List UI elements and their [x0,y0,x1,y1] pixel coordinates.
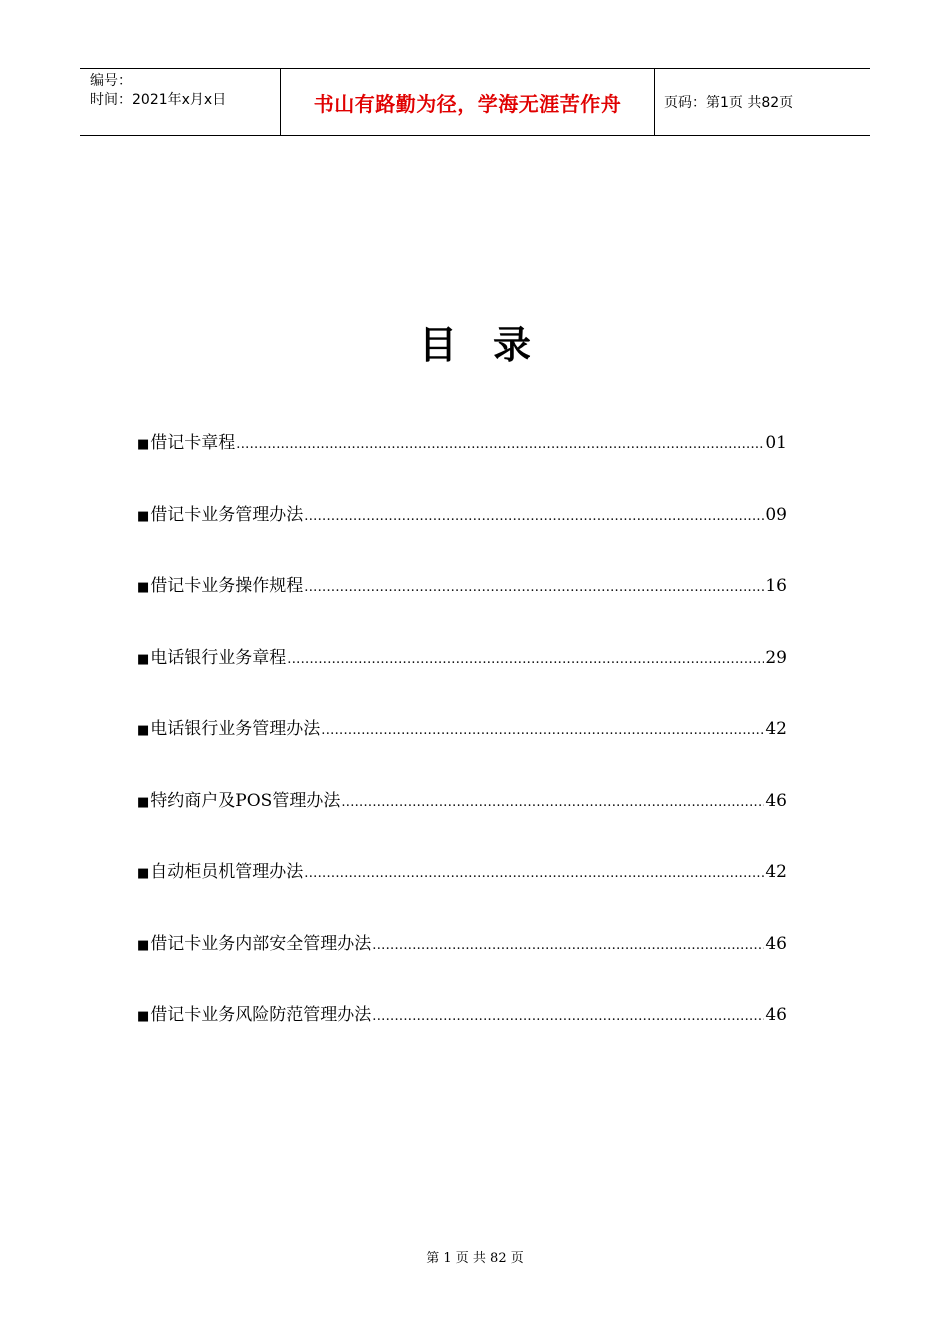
square-bullet-icon: ■ [137,1009,150,1024]
toc-entry-page: 46 [765,933,787,954]
toc-entry-label: 特约商户及POS管理办法 [150,790,341,811]
toc-entry-page: 42 [765,719,787,739]
toc-entry[interactable] [137,500,787,572]
toc-entry[interactable] [137,428,787,500]
toc-entry-page: 46 [765,790,787,811]
toc-entry-page: 29 [765,647,787,668]
toc-entry-label: 电话银行业务管理办法 [150,719,321,739]
square-bullet-icon: ■ [137,794,150,810]
table-of-contents [137,428,787,1072]
toc-leader-dots [372,938,764,953]
toc-leader-dots [287,652,764,667]
toc-entry-label: 借记卡业务管理办法 [150,504,304,525]
toc-entry-page: 16 [765,576,787,596]
square-bullet-icon: ■ [137,437,150,452]
toc-leader-dots [304,580,764,595]
toc-leader-dots [236,437,764,452]
page-header [80,68,870,136]
toc-leader-dots [304,866,764,881]
square-bullet-icon: ■ [137,723,150,738]
toc-entry[interactable] [137,929,787,1001]
square-bullet-icon: ■ [137,651,150,667]
toc-entry-label: 借记卡业务风险防范管理办法 [150,1005,372,1025]
toc-leader-dots [372,1009,764,1024]
toc-entry-label: 借记卡业务操作规程 [150,576,304,596]
toc-entry[interactable] [137,714,787,786]
header-motto: 书山有路勤为径，学海无涯苦作舟 [281,69,655,135]
toc-entry[interactable] [137,571,787,643]
header-meta [80,69,281,135]
document-number: 编号： [90,73,132,89]
toc-entry-label: 自动柜员机管理办法 [150,862,304,882]
document-date: 时间：2021年x月x日 [90,92,227,108]
toc-entry-label: 电话银行业务章程 [150,647,287,668]
toc-entry[interactable] [137,643,787,715]
toc-entry[interactable] [137,857,787,929]
toc-entry-page: 01 [765,433,787,453]
square-bullet-icon: ■ [137,937,150,953]
header-page-info: 页码：第1页 共82页 [664,95,794,111]
page-footer: 第 1 页 共 82 页 [426,1251,524,1266]
toc-entry[interactable] [137,786,787,858]
toc-leader-dots [341,795,764,810]
toc-entry-page: 09 [765,504,787,525]
toc-title: 目录 [418,323,567,367]
toc-entry-page: 42 [765,862,787,882]
toc-entry-page: 46 [765,1005,787,1025]
square-bullet-icon: ■ [137,866,150,881]
toc-entry-label: 借记卡业务内部安全管理办法 [150,933,372,954]
toc-entry[interactable] [137,1000,787,1072]
square-bullet-icon: ■ [137,508,150,524]
toc-entry-label: 借记卡章程 [150,433,236,453]
toc-leader-dots [304,509,764,524]
square-bullet-icon: ■ [137,580,150,595]
toc-leader-dots [321,723,764,738]
